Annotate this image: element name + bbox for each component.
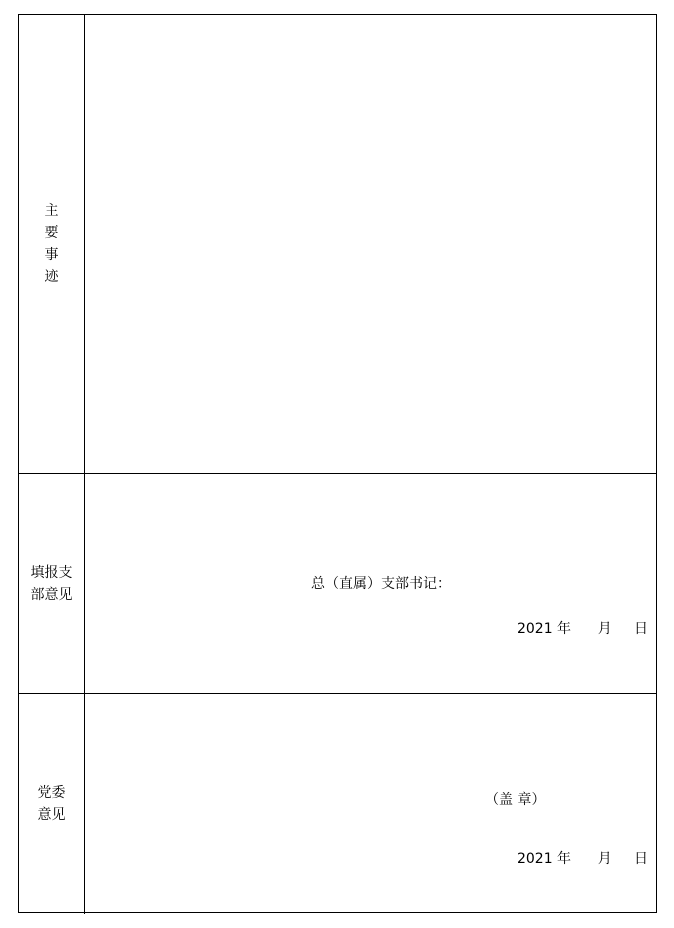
committee-opinion-row (19, 693, 656, 914)
main-events-content-cell[interactable] (85, 15, 656, 473)
main-events-label-cell (19, 15, 85, 473)
main-events-label (45, 200, 59, 288)
branch-opinion-label-line: 填报支 (30, 564, 73, 581)
committee-opinion-label-line: 意见 (37, 807, 66, 823)
branch-opinion-row (19, 473, 656, 693)
committee-seal-label: （盖 章） (485, 792, 546, 808)
committee-opinion-date: 2021 年 月 日 (516, 851, 648, 867)
branch-opinion-label-cell (19, 474, 85, 693)
recommendation-form-table (18, 14, 657, 913)
main-events-label-char: 要 (44, 225, 59, 241)
committee-opinion-label-line: 党委 (37, 785, 66, 801)
main-events-label-char: 事 (44, 247, 59, 263)
committee-opinion-content-cell[interactable] (85, 694, 656, 914)
main-events-label-char: 主 (44, 203, 59, 219)
committee-opinion-label (38, 782, 66, 826)
committee-opinion-label-cell (19, 694, 85, 914)
branch-opinion-label (31, 562, 73, 606)
branch-opinion-label-line: 部意见 (30, 586, 73, 603)
branch-opinion-content-cell[interactable] (85, 474, 656, 693)
branch-secretary-signature-label: 总（直属）支部书记： (311, 576, 451, 592)
main-events-label-char: 迹 (44, 269, 59, 285)
branch-opinion-date: 2021 年 月 日 (516, 621, 648, 637)
main-events-row (19, 15, 656, 473)
